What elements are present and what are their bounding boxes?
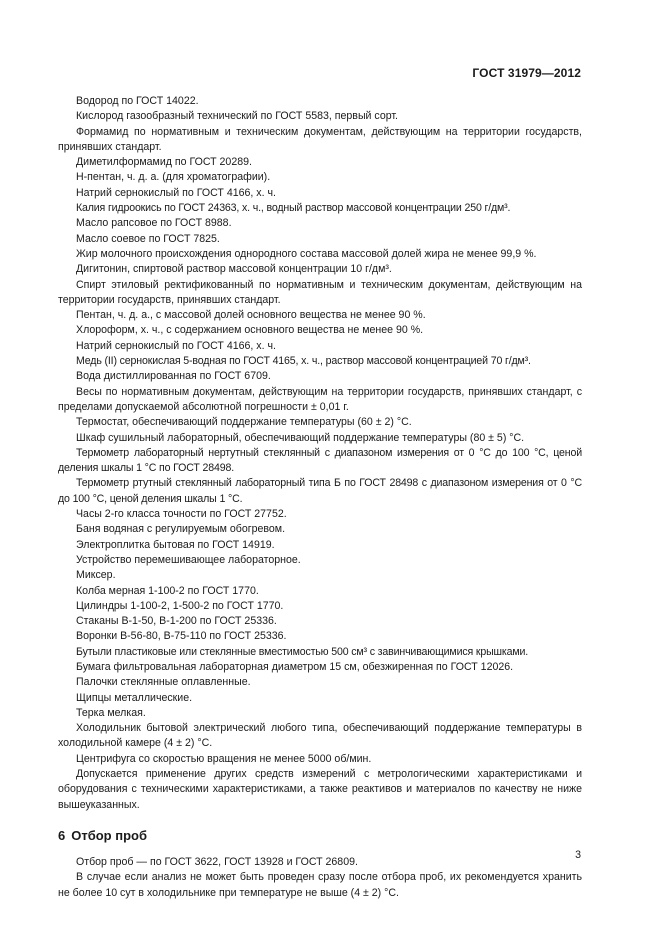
equipment-item: Термостат, обеспечивающий поддержание температуры (60 ± 2) °С. xyxy=(76,416,412,429)
reagent-item: Кислород газообразный технический по ГОСТ 5583, первый сорт. xyxy=(76,110,399,123)
equipment-item: Центрифуга со скоростью вращения не менее 5000 об/мин. xyxy=(76,752,372,765)
reagent-item: Формамид по нормативным и техническим документам, действующим на территории государств, принявших стандарт. xyxy=(58,125,582,153)
equipment-item: Стаканы В-1-50, В-1-200 по ГОСТ 25336. xyxy=(76,615,277,628)
equipment-item: Весы по нормативным документам, действующим на территории государств, принявших стандарт, с пределами допускаемой абсолютной погрешности ± 0,01 г. xyxy=(58,385,582,413)
reagent-item: Н-пентан, ч. д. а. (для хроматографии). xyxy=(76,171,271,184)
reagent-item: Жир молочного происхождения однородного состава массовой долей жира не менее 99,9 %. xyxy=(76,247,537,260)
reagent-item: Спирт этиловый ректификованный по нормативным и техническим документам, действующим на территории государств, принявших стандарт. xyxy=(58,278,582,306)
section-paragraph: В случае если анализ не может быть проведен сразу после отбора проб, их рекомендуется хранить не более 10 сут в холодильнике при температуре не выше (4 ± 2) °С. xyxy=(58,871,582,899)
equipment-item: Воронки В-56-80, В-75-110 по ГОСТ 25336. xyxy=(76,630,287,643)
reagent-item: Натрий сернокислый по ГОСТ 4166, х. ч. xyxy=(76,339,276,352)
reagent-item: Калия гидроокись по ГОСТ 24363, х. ч., водный раствор массовой концентрации 250 г/дм³. xyxy=(76,202,511,215)
equipment-item: Щипцы металлические. xyxy=(76,691,193,704)
reagent-item: Пентан, ч. д. а., с массовой долей основного вещества не менее 90 %. xyxy=(76,309,426,322)
reagent-item: Вода дистиллированная по ГОСТ 6709. xyxy=(76,370,271,383)
equipment-item: Электроплитка бытовая по ГОСТ 14919. xyxy=(76,538,275,551)
reagent-item: Хлороформ, х. ч., с содержанием основного вещества не менее 90 %. xyxy=(76,324,424,337)
section-title-text: Отбор проб xyxy=(71,827,147,843)
reagent-item: Масло соевое по ГОСТ 7825. xyxy=(76,232,220,245)
standard-id-header: ГОСТ 31979—2012 xyxy=(472,66,581,80)
reagent-item: Водород по ГОСТ 14022. xyxy=(76,95,199,107)
equipment-item: Бутыли пластиковые или стеклянные вместимостью 500 см³ с завинчивающимися крышками. xyxy=(76,645,529,658)
section-heading xyxy=(58,828,582,843)
equipment-item: Терка мелкая. xyxy=(76,706,146,719)
section-paragraph: Отбор проб — по ГОСТ 3622, ГОСТ 13928 и ГОСТ 26809. xyxy=(76,855,358,868)
equipment-item: Шкаф сушильный лабораторный, обеспечивающий поддержание температуры (80 ± 5) °С. xyxy=(76,431,525,444)
reagent-item: Медь (II) сернокислая 5-водная по ГОСТ 4165, х. ч., раствор массовой концентрацией 70 г/дм³. xyxy=(76,355,531,368)
reagent-item: Натрий сернокислый по ГОСТ 4166, х. ч. xyxy=(76,186,276,199)
equipment-item: Бумага фильтровальная лабораторная диаметром 15 см, обезжиренная по ГОСТ 12026. xyxy=(76,660,514,673)
equipment-item: Термометр лабораторный нертутный стеклянный с диапазоном измерения от 0 °С до 100 °С, ценой деления шкалы 1 °С по ГОСТ 28498. xyxy=(58,446,582,475)
equipment-item: Палочки стеклянные оплавленные. xyxy=(76,676,251,689)
reagent-item: Дигитонин, спиртовой раствор массовой концентрации 10 г/дм³. xyxy=(76,263,392,276)
reagent-item: Диметилформамид по ГОСТ 20289. xyxy=(76,156,252,169)
equipment-item: Часы 2-го класса точности по ГОСТ 27752. xyxy=(76,508,287,521)
equipment-item: Баня водяная с регулируемым обогревом. xyxy=(76,523,286,536)
equipment-item: Колба мерная 1-100-2 по ГОСТ 1770. xyxy=(76,584,259,597)
equipment-item: Холодильник бытовой электрический любого типа, обеспечивающий поддержание температуры в холодильной камере (4 ± 2) °С. xyxy=(58,722,582,750)
equipment-item: Термометр ртутный стеклянный лабораторный типа Б по ГОСТ 28498 с диапазоном измерения от 0 °С до 100 °С, ценой деления шкалы 1 °С. xyxy=(58,477,582,505)
page-number: 3 xyxy=(575,849,581,861)
document-body xyxy=(58,94,582,901)
equipment-note: Допускается применение других средств измерений с метрологическими характеристиками и оборудования с техническими характеристиками, а также реактивов и материалов по качеству не ниже вышеуказанных. xyxy=(58,768,582,811)
section-number: 6 xyxy=(58,827,66,843)
equipment-item: Устройство перемешивающее лабораторное. xyxy=(76,553,301,566)
equipment-item: Цилиндры 1-100-2, 1-500-2 по ГОСТ 1770. xyxy=(76,599,284,612)
equipment-item: Миксер. xyxy=(76,569,116,582)
reagent-item: Масло рапсовое по ГОСТ 8988. xyxy=(76,217,232,230)
